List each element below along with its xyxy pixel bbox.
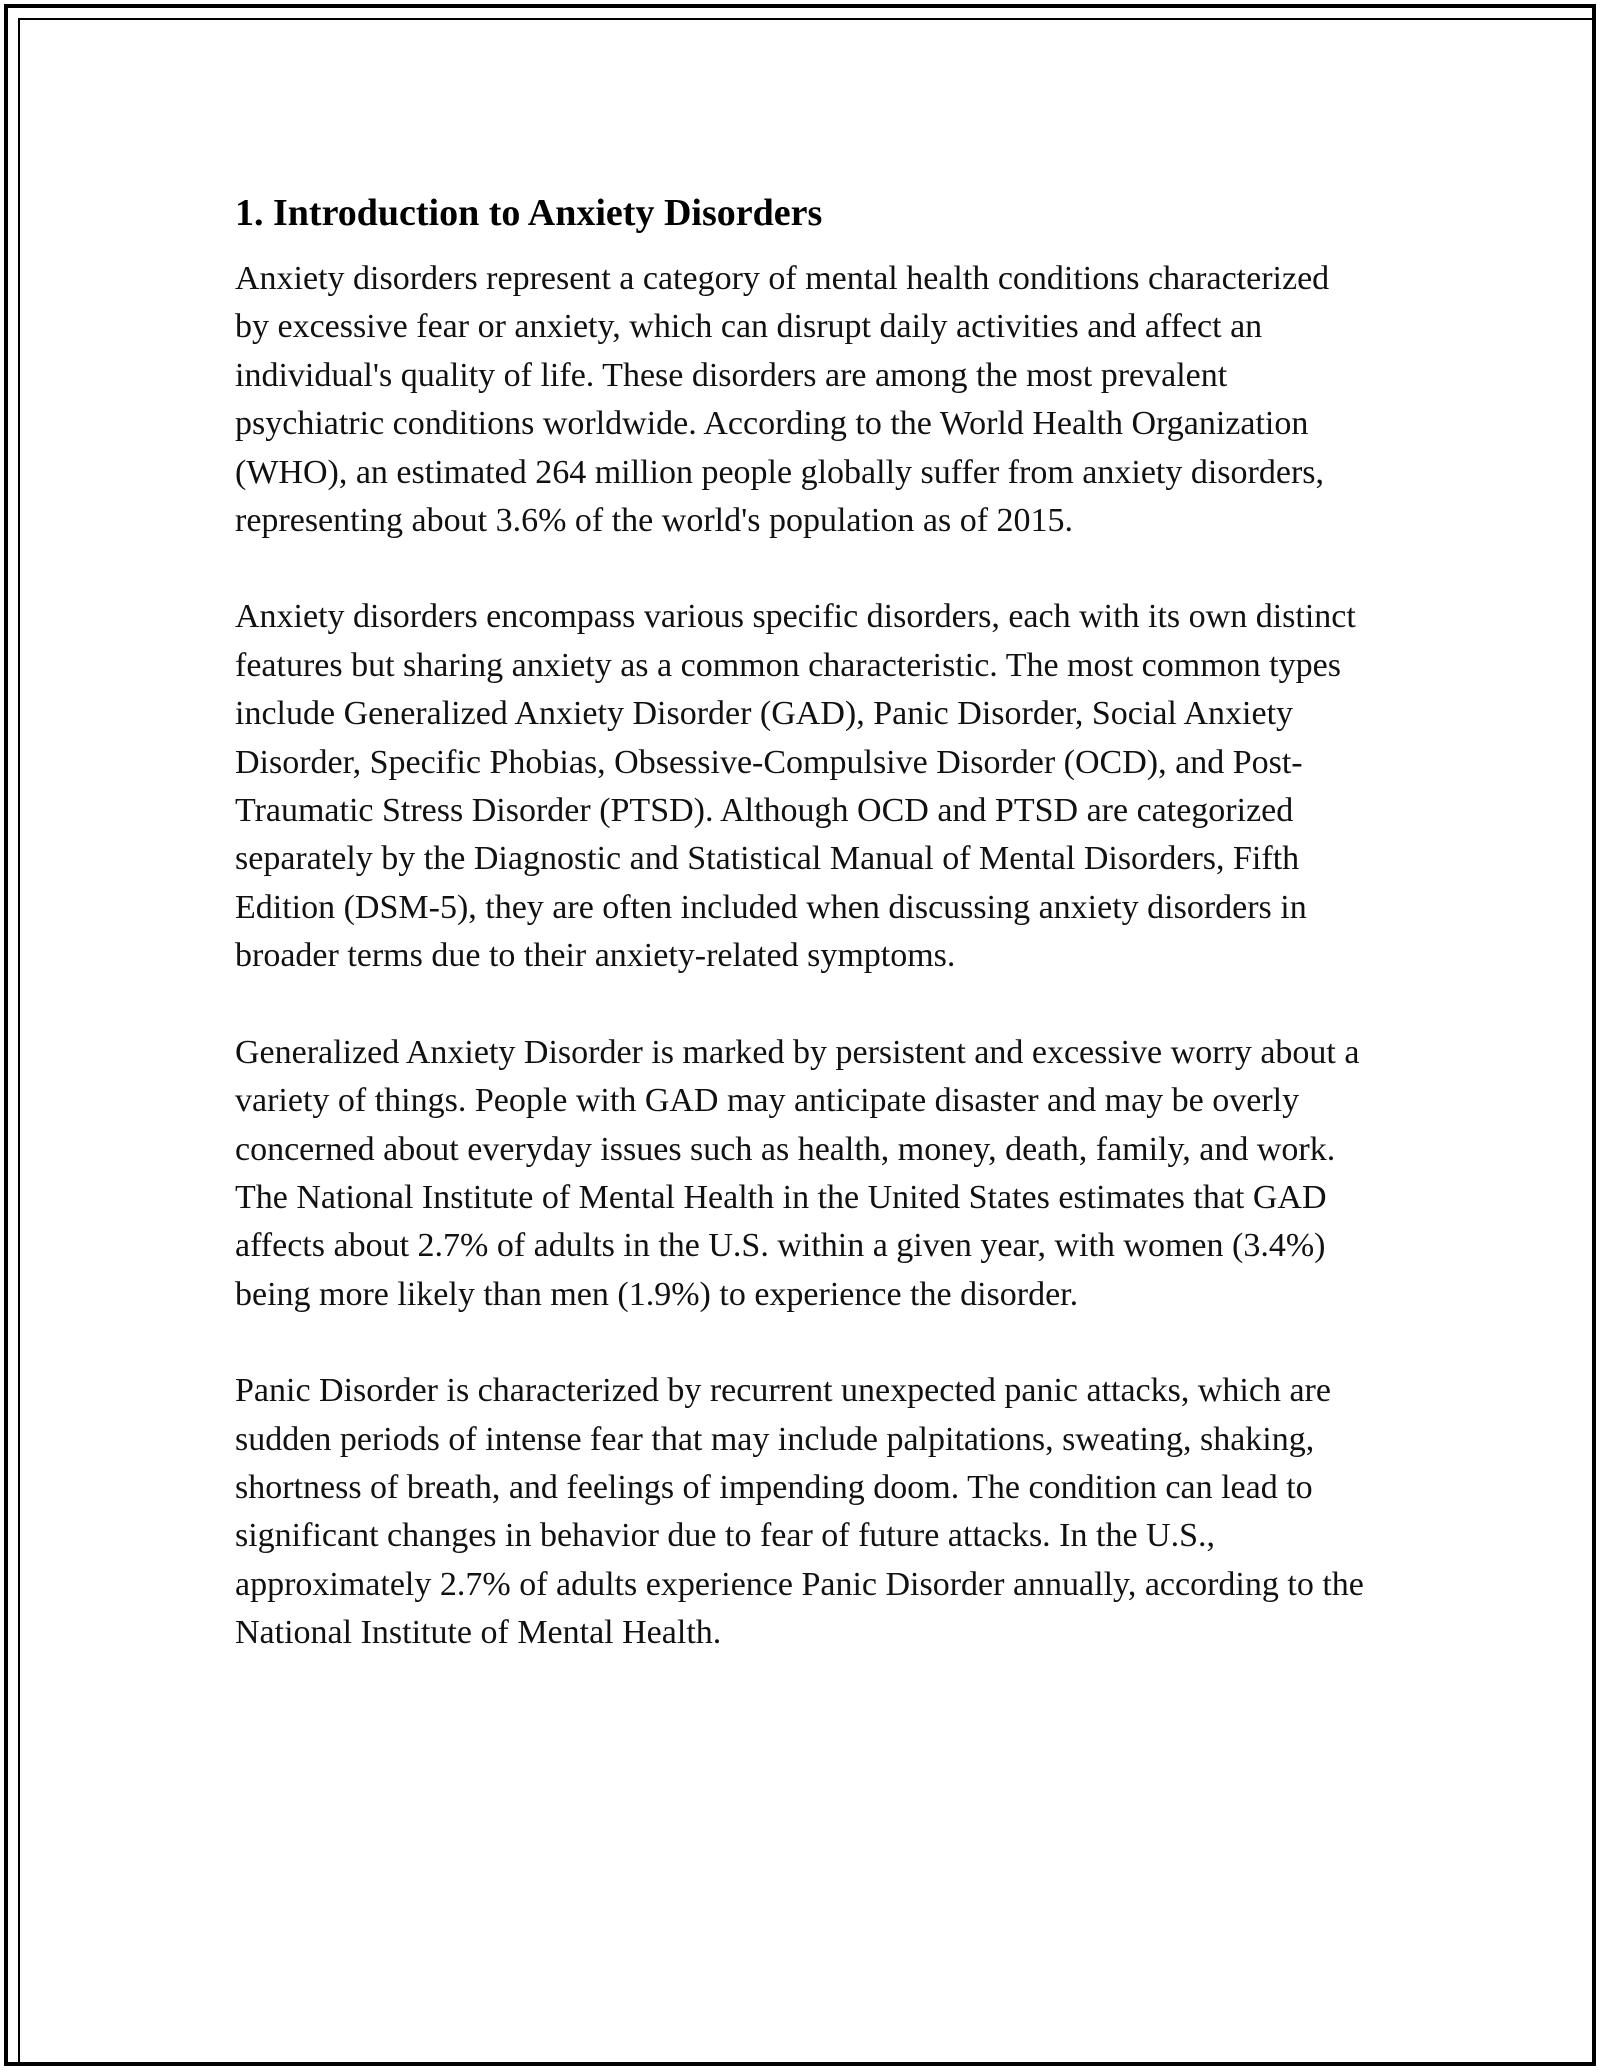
paragraph-panic-disorder: Panic Disorder is characterized by recurrent unexpected panic attacks, which are sudden periods of intense fear that may include palpitations, sweating, shaking, shortness of breath, and feelings of impending doom. The condition can lead to significant changes in behavior due to fear of future attacks. In the U.S., approximately 2.7% of adults experience Panic Disorder annually, according to the National Institute of Mental Health. bbox=[235, 1372, 1364, 1652]
section-heading: 1. Introduction to Anxiety Disorders bbox=[235, 192, 823, 234]
paragraph-overview: Anxiety disorders represent a category of mental health conditions characterized by excessive fear or anxiety, which can disrupt daily activities and affect an individual's quality of life. These disorders are among the most prevalent psychiatric conditions worldwide. According to the World Health Organization (WHO), an estimated 264 million people globally suffer from anxiety disorders, representing about 3.6% of the world's population as of 2015. bbox=[235, 260, 1330, 540]
paragraph-gad: Generalized Anxiety Disorder is marked by persistent and excessive worry about a variety of things. People with GAD may anticipate disaster and may be overly concerned about everyday issues such as health, money, death, family, and work. The National Institute of Mental Health in the United States estimates that GAD affects about 2.7% of adults in the U.S. within a given year, with women (3.4%) being more likely than men (1.9%) to experience the disorder. bbox=[235, 1033, 1360, 1313]
document-body bbox=[235, 186, 1370, 1658]
paragraph-types: Anxiety disorders encompass various specific disorders, each with its own distinct features but sharing anxiety as a common characteristic. The most common types include Generalized Anxiety Disorder (GAD), Panic Disorder, Social Anxiety Disorder, Specific Phobias, Obsessive-Compulsive Disorder (OCD), and Post-Traumatic Stress Disorder (PTSD). Although OCD and PTSD are categorized separately by the Diagnostic and Statistical Manual of Mental Disorders, Fifth Edition (DSM-5), they are often included when discussing anxiety disorders in broader terms due to their anxiety-related symptoms. bbox=[235, 598, 1356, 975]
